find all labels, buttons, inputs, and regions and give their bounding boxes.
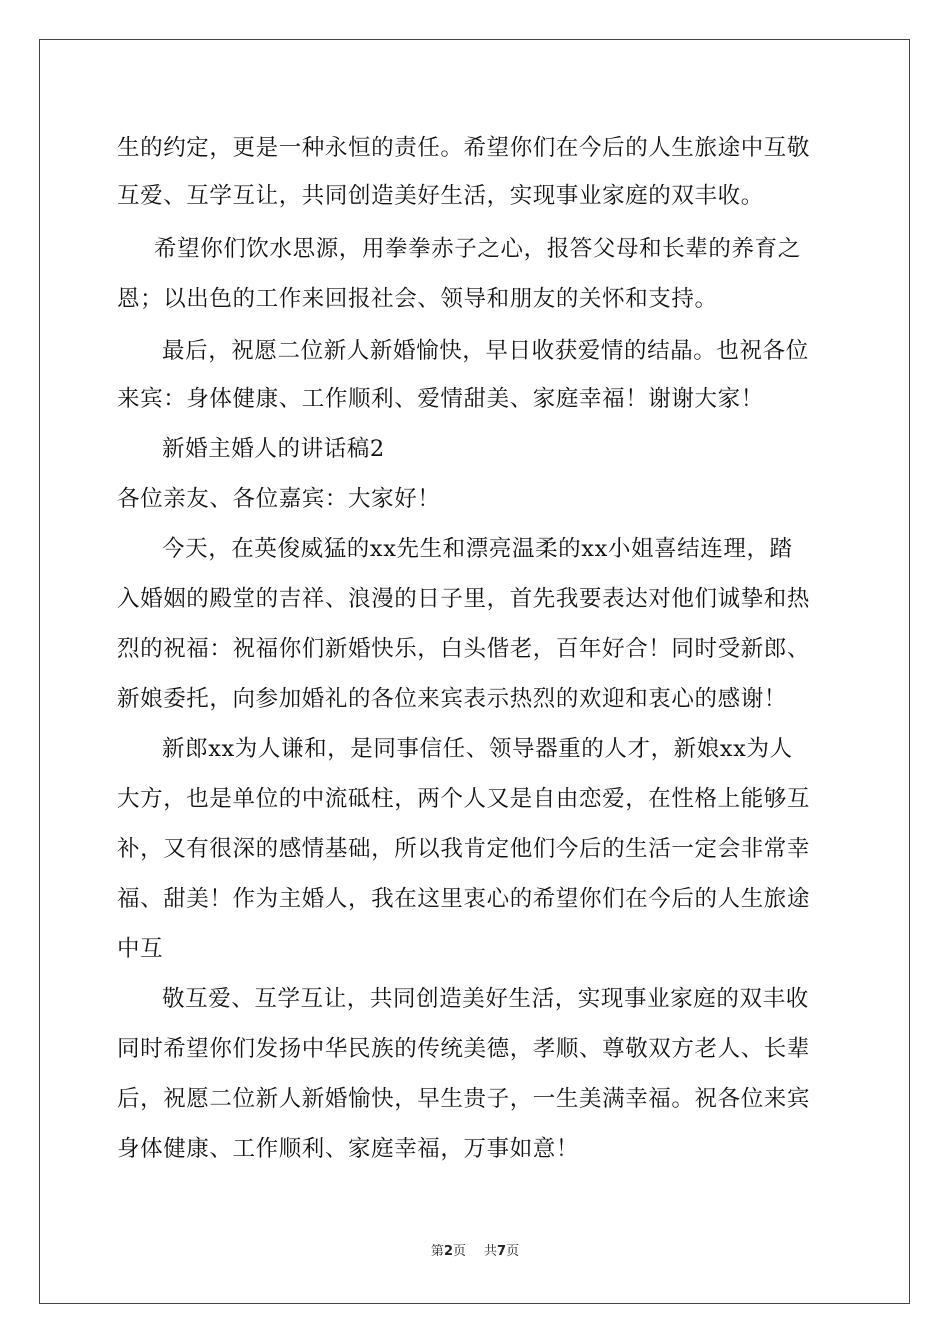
- body-line-3: 希望你们饮水思源，用拳拳赤子之心，报答父母和长辈的养育之: [154, 236, 801, 262]
- body-line-17: 中互: [117, 936, 164, 962]
- body-line-5: 最后，祝愿二位新人新婚愉快，早日收获爱情的结晶。也祝各位: [162, 338, 809, 364]
- body-line-9: 今天，在英俊威猛的xx先生和漂亮温柔的xx小姐喜结连理，踏: [162, 536, 793, 562]
- page-total: 7: [497, 1244, 507, 1259]
- body-line-6: 来宾：身体健康、工作顺利、爱情甜美、家庭幸福！谢谢大家！: [117, 386, 764, 412]
- body-line-14: 大方，也是单位的中流砥柱，两个人又是自由恋爱，在性格上能够互: [117, 786, 811, 812]
- page-suffix: 页: [452, 1244, 466, 1259]
- greeting-line: 各位亲友、各位嘉宾：大家好！: [117, 486, 441, 512]
- body-line-15: 补，又有很深的感情基础，所以我肯定他们今后的生活一定会非常幸: [117, 836, 811, 862]
- body-line-4: 恩；以出色的工作来回报社会、领导和朋友的关怀和支持。: [117, 286, 718, 312]
- body-line-20: 后，祝愿二位新人新婚愉快，早生贵子，一生美满幸福。祝各位来宾: [117, 1086, 811, 1112]
- total-prefix: 共: [484, 1244, 498, 1259]
- body-line-10: 入婚姻的殿堂的吉祥、浪漫的日子里，首先我要表达对他们诚挚和热: [117, 586, 811, 612]
- body-line-12: 新娘委托，向参加婚礼的各位来宾表示热烈的欢迎和衷心的感谢！: [117, 686, 787, 712]
- total-suffix: 页: [506, 1244, 520, 1259]
- body-line-21: 身体健康、工作顺利、家庭幸福，万事如意！: [117, 1136, 580, 1162]
- page-border: [39, 39, 910, 1304]
- body-line-13: 新郎xx为人谦和，是同事信任、领导器重的人才，新娘xx为人: [162, 736, 793, 762]
- section-heading: 新婚主婚人的讲话稿2: [162, 436, 385, 462]
- body-line-1: 生的约定，更是一种永恒的责任。希望你们在今后的人生旅途中互敬: [117, 135, 811, 161]
- body-line-16: 福、甜美！作为主婚人，我在这里衷心的希望你们在今后的人生旅途: [117, 886, 811, 912]
- body-line-19: 同时希望你们发扬中华民族的传统美德，孝顺、尊敬双方老人、长辈: [117, 1036, 811, 1062]
- body-line-18: 敬互爱、互学互让，共同创造美好生活，实现事业家庭的双丰收: [162, 986, 809, 1012]
- page-prefix: 第: [430, 1244, 444, 1259]
- body-line-11: 烈的祝福：祝福你们新婚快乐，白头偕老，百年好合！同时受新郎、: [117, 636, 811, 662]
- body-line-2: 互爱、互学互让，共同创造美好生活，实现事业家庭的双丰收。: [117, 183, 764, 209]
- page-current: 2: [443, 1244, 453, 1259]
- page-footer: [0, 1243, 950, 1261]
